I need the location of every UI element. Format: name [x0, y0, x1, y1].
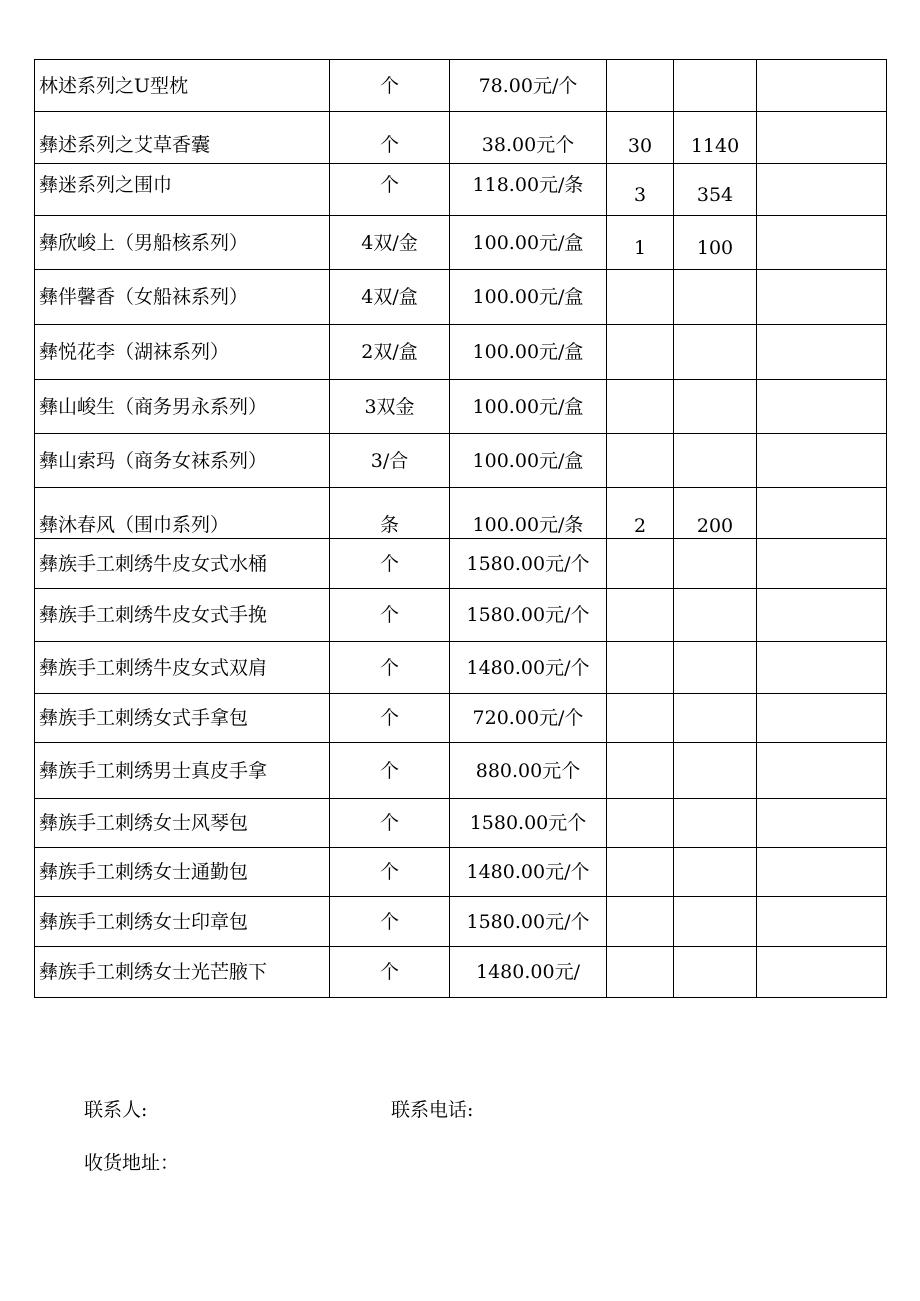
remark-cell	[757, 488, 887, 539]
product-name: 彝迷系列之围巾	[35, 164, 330, 216]
table-row	[35, 325, 887, 380]
remark-cell	[757, 325, 887, 380]
order-table-body	[35, 60, 887, 998]
quantity	[607, 270, 674, 325]
unit: 个	[330, 694, 450, 743]
quantity: 1	[607, 216, 674, 270]
product-name: 彝族手工刺绣女士印章包	[35, 897, 330, 947]
unit-price: 100.00元/盒	[450, 325, 607, 380]
product-name: 彝欣峻上（男船核系列）	[35, 216, 330, 270]
product-name: 彝族手工刺绣牛皮女式双肩	[35, 642, 330, 694]
unit: 个	[330, 897, 450, 947]
unit: 2双/盒	[330, 325, 450, 380]
unit-price: 1580.00元/个	[450, 897, 607, 947]
unit: 个	[330, 164, 450, 216]
product-name: 彝述系列之艾草香囊	[35, 112, 330, 164]
unit: 个	[330, 60, 450, 112]
unit-price: 1580.00元/个	[450, 539, 607, 589]
remark-cell	[757, 434, 887, 488]
unit: 个	[330, 799, 450, 848]
quantity	[607, 897, 674, 947]
product-name: 彝伴馨香（女船袜系列）	[35, 270, 330, 325]
amount	[674, 589, 757, 642]
table-row	[35, 589, 887, 642]
remark-cell	[757, 60, 887, 112]
product-name: 彝族手工刺绣女士风琴包	[35, 799, 330, 848]
product-name: 彝山索玛（商务女袜系列）	[35, 434, 330, 488]
table-row	[35, 60, 887, 112]
unit-price: 78.00元/个	[450, 60, 607, 112]
table-row	[35, 743, 887, 799]
table-row	[35, 799, 887, 848]
unit-price: 720.00元/个	[450, 694, 607, 743]
remark-cell	[757, 380, 887, 434]
remark-cell	[757, 270, 887, 325]
product-name: 彝族手工刺绣牛皮女式手挽	[35, 589, 330, 642]
quantity: 3	[607, 164, 674, 216]
product-name: 彝沐春风（围巾系列）	[35, 488, 330, 539]
table-row	[35, 539, 887, 589]
unit: 个	[330, 947, 450, 998]
product-name: 彝族手工刺绣牛皮女式水桶	[35, 539, 330, 589]
unit-price: 1480.00元/	[450, 947, 607, 998]
quantity	[607, 799, 674, 848]
table-row	[35, 694, 887, 743]
unit: 3/合	[330, 434, 450, 488]
remark-cell	[757, 589, 887, 642]
quantity	[607, 694, 674, 743]
phone-label: 联系电话:	[391, 1099, 474, 1121]
amount	[674, 642, 757, 694]
unit-price: 100.00元/盒	[450, 270, 607, 325]
remark-cell	[757, 164, 887, 216]
contact-label: 联系人:	[84, 1099, 148, 1121]
amount: 200	[674, 488, 757, 539]
unit: 个	[330, 112, 450, 164]
remark-cell	[757, 694, 887, 743]
amount: 1140	[674, 112, 757, 164]
table-row	[35, 216, 887, 270]
amount	[674, 325, 757, 380]
remark-cell	[757, 848, 887, 897]
unit: 个	[330, 539, 450, 589]
quantity: 30	[607, 112, 674, 164]
amount	[674, 848, 757, 897]
table-row	[35, 164, 887, 216]
product-name: 彝山峻生（商务男永系列）	[35, 380, 330, 434]
remark-cell	[757, 642, 887, 694]
unit: 3双金	[330, 380, 450, 434]
quantity	[607, 380, 674, 434]
unit-price: 1580.00元/个	[450, 589, 607, 642]
unit-price: 880.00元个	[450, 743, 607, 799]
amount	[674, 270, 757, 325]
quantity	[607, 539, 674, 589]
unit: 个	[330, 848, 450, 897]
unit: 条	[330, 488, 450, 539]
order-table	[34, 59, 887, 998]
unit: 个	[330, 589, 450, 642]
table-row	[35, 488, 887, 539]
remark-cell	[757, 897, 887, 947]
table-row	[35, 270, 887, 325]
address-label: 收货地址：	[84, 1152, 180, 1174]
amount: 100	[674, 216, 757, 270]
unit-price: 1580.00元个	[450, 799, 607, 848]
amount	[674, 539, 757, 589]
table-row	[35, 380, 887, 434]
amount: 354	[674, 164, 757, 216]
amount	[674, 799, 757, 848]
unit: 个	[330, 642, 450, 694]
amount	[674, 947, 757, 998]
remark-cell	[757, 799, 887, 848]
table-row	[35, 434, 887, 488]
amount	[674, 60, 757, 112]
unit: 4双/金	[330, 216, 450, 270]
unit-price: 118.00元/条	[450, 164, 607, 216]
amount	[674, 380, 757, 434]
remark-cell	[757, 216, 887, 270]
quantity	[607, 60, 674, 112]
amount	[674, 694, 757, 743]
table-row	[35, 897, 887, 947]
quantity	[607, 947, 674, 998]
table-row	[35, 848, 887, 897]
remark-cell	[757, 947, 887, 998]
quantity	[607, 642, 674, 694]
amount	[674, 897, 757, 947]
quantity: 2	[607, 488, 674, 539]
quantity	[607, 325, 674, 380]
remark-cell	[757, 539, 887, 589]
unit-price: 1480.00元/个	[450, 848, 607, 897]
unit-price: 100.00元/盒	[450, 380, 607, 434]
unit: 个	[330, 743, 450, 799]
unit-price: 1480.00元/个	[450, 642, 607, 694]
unit: 4双/盒	[330, 270, 450, 325]
remark-cell	[757, 743, 887, 799]
product-name: 彝悦花李（湖袜系列）	[35, 325, 330, 380]
quantity	[607, 434, 674, 488]
quantity	[607, 848, 674, 897]
product-name: 彝族手工刺绣男士真皮手拿	[35, 743, 330, 799]
unit-price: 38.00元个	[450, 112, 607, 164]
product-name: 彝族手工刺绣女式手拿包	[35, 694, 330, 743]
remark-cell	[757, 112, 887, 164]
table-row	[35, 947, 887, 998]
quantity	[607, 743, 674, 799]
unit-price: 100.00元/盒	[450, 434, 607, 488]
unit-price: 100.00元/条	[450, 488, 607, 539]
unit-price: 100.00元/盒	[450, 216, 607, 270]
quantity	[607, 589, 674, 642]
amount	[674, 743, 757, 799]
table-row	[35, 112, 887, 164]
amount	[674, 434, 757, 488]
table-row	[35, 642, 887, 694]
product-name: 林述系列之U型枕	[35, 60, 330, 112]
product-name: 彝族手工刺绣女士通勤包	[35, 848, 330, 897]
product-name: 彝族手工刺绣女士光芒腋下	[35, 947, 330, 998]
